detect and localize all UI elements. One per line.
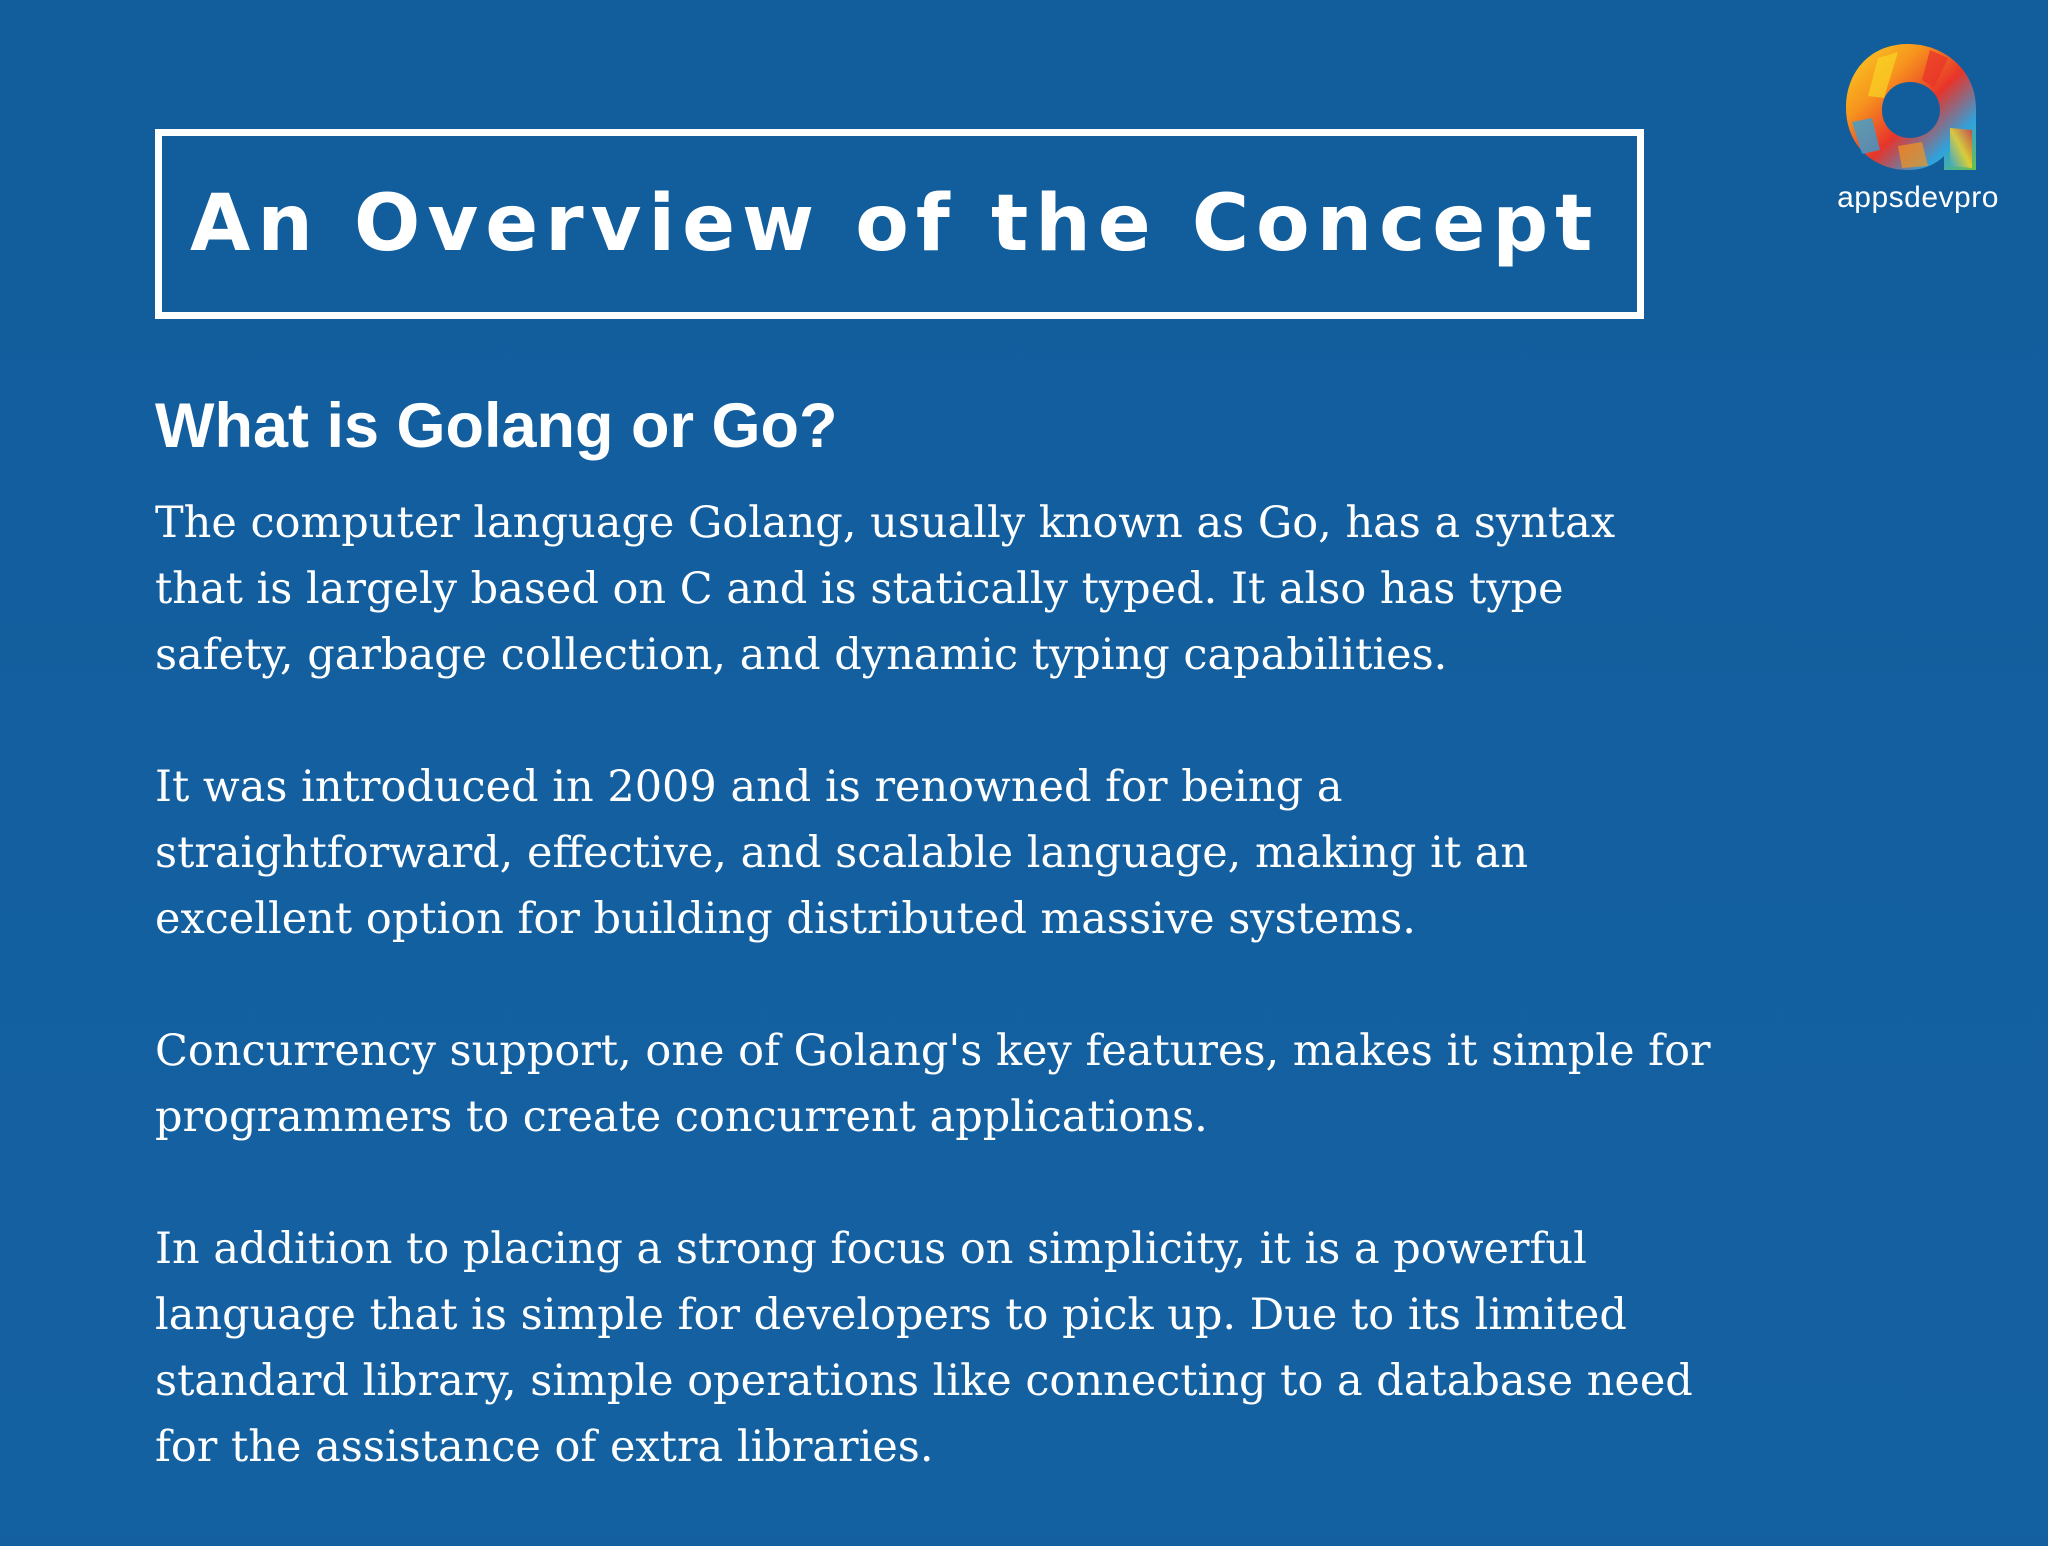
text-line: Concurrency support, one of Golang's key features, makes it simple for — [155, 1026, 1711, 1076]
text-line: for the assistance of extra libraries. — [155, 1422, 934, 1472]
section-heading: What is Golang or Go? — [155, 391, 838, 461]
text-line: programmers to create concurrent applications. — [155, 1092, 1208, 1142]
paragraph — [155, 1018, 1855, 1150]
text-line: that is largely based on C and is statically typed. It also has type — [155, 564, 1564, 614]
text-line: standard library, simple operations like connecting to a database need — [155, 1356, 1693, 1406]
paragraph — [155, 490, 1855, 688]
logo-text: appsdevpro — [1837, 181, 1999, 214]
text-line: safety, garbage collection, and dynamic typing capabilities. — [155, 630, 1448, 680]
text-line: In addition to placing a strong focus on simplicity, it is a powerful — [155, 1224, 1587, 1274]
text-line: straightforward, effective, and scalable language, making it an — [155, 828, 1529, 878]
brand-logo — [1818, 38, 2018, 228]
text-line: The computer language Golang, usually known as Go, has a syntax — [155, 498, 1616, 548]
appsdevpro-logo-icon — [1838, 38, 1988, 178]
paragraph — [155, 754, 1855, 952]
page-title: An Overview of the Concept — [190, 179, 1600, 269]
text-line: language that is simple for developers to pick up. Due to its limited — [155, 1290, 1627, 1340]
paragraph — [155, 1216, 1855, 1480]
text-line: excellent option for building distributed massive systems. — [155, 894, 1416, 944]
body-text — [155, 490, 1855, 1546]
text-line: It was introduced in 2009 and is renowned for being a — [155, 762, 1343, 812]
